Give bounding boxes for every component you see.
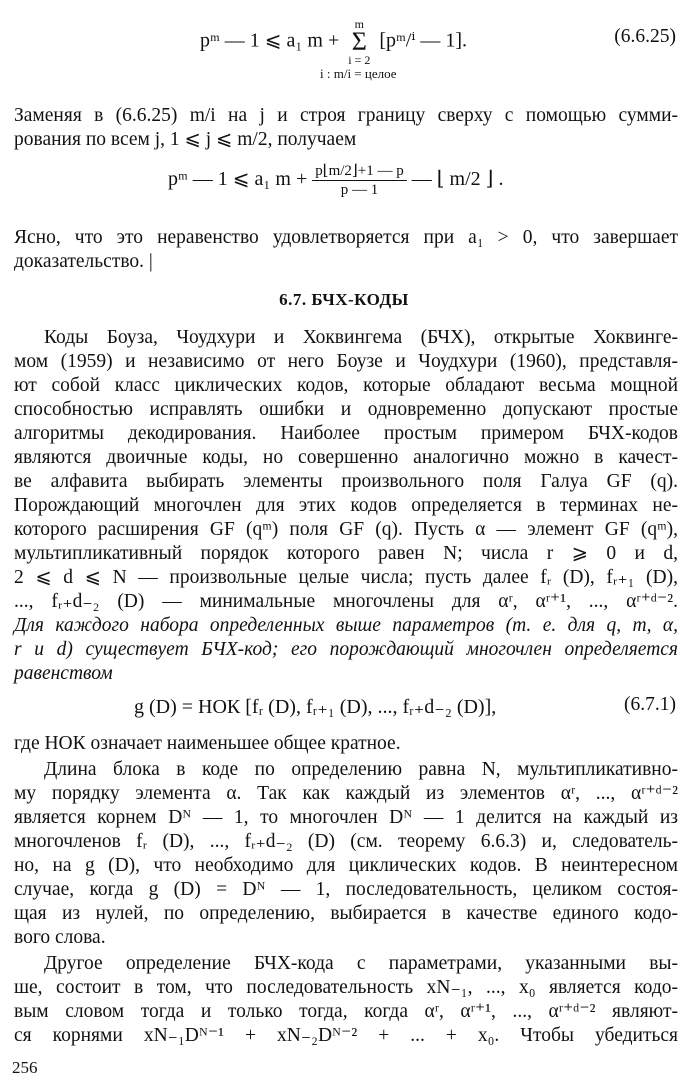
equation-6-7-1: g (D) = НОК [fᵣ (D), fᵣ₊₁ (D), ..., fᵣ₊d₋₂ (D)], [134, 696, 497, 718]
equation-6-6-25 [200, 18, 467, 66]
text-line: вым словом тогда и только тогда, когда αʳ, αʳ⁺¹, ..., αʳ⁺ᵈ⁻² являют- [14, 1001, 678, 1022]
fraction-denominator: p — 1 [340, 182, 379, 198]
fraction-numerator: p⌊m/2⌋+1 — p [312, 162, 407, 181]
text-line: вого слова. [14, 927, 106, 948]
text-line: мультипликативный порядок которого равен N; числа r ⩾ 0 и d, [14, 543, 678, 564]
text-line: Длина блока в коде по определению равна N, мультипликативно- [44, 759, 678, 780]
sum-lower-limit: i = 2 [348, 53, 371, 67]
text-line: Коды Боуза, Чоудхури и Хоквингема (БЧХ), открытые Хоквинге- [44, 327, 678, 348]
text-line: ют собой класс циклических кодов, которые обладают весьма мощной [14, 375, 678, 396]
text-line: случае, когда g (D) = Dᴺ — 1, последовательность, целиком состоя- [14, 879, 678, 900]
text-line: му порядку элемента α. Так как каждый из элементов αʳ, ..., αʳ⁺ᵈ⁻² [14, 783, 678, 804]
text-line: но, на g (D), что необходимо для циклических кодов. В неинтересном [14, 855, 678, 876]
equation-bound [168, 162, 503, 199]
theorem-line: равенством [14, 663, 113, 684]
theorem-line: r и d) существует БЧХ-код; его порождающий многочлен определяется [14, 639, 678, 660]
theorem-line: Для каждого набора определенных выше параметров (т. е. для q, m, α, [14, 615, 678, 636]
equation-number: (6.6.25) [614, 26, 676, 47]
text-line: ..., fᵣ₊d₋₂ (D) — минимальные многочлены для αʳ, αʳ⁺¹, ..., αʳ⁺ᵈ⁻². [14, 591, 678, 612]
sum-operator [348, 18, 370, 66]
text-line: где НОК означает наименьшее общее кратное. [14, 733, 401, 754]
text-line: Порождающий многочлен для этих кодов определяется в терминах не- [14, 495, 678, 516]
section-heading: 6.7. БЧХ-КОДЫ [279, 290, 409, 309]
text-line: ве алфавита выбирать элементы произвольного поля Галуа GF (q). [14, 471, 678, 492]
sum-upper-limit: m [354, 17, 364, 31]
fraction [312, 162, 407, 199]
text-line: доказательство. | [14, 251, 153, 272]
text-line: многочленов fᵣ (D), ..., fᵣ₊d₋₂ (D) (см. теорему 6.6.3) и, следователь- [14, 831, 678, 852]
text-line: алгоритмы декодирования. Наиболее простым примером БЧХ-кодов [14, 423, 678, 444]
paragraph-tail [14, 1046, 678, 1056]
text-line: мом (1959) и независимо от него Боузе и Чоудхури (1960), представля- [14, 351, 678, 372]
text-line: Заменяя в (6.6.25) m/i на j и строя границу сверху с помощью сумми- [14, 105, 678, 126]
equation-lhs: pᵐ — 1 ⩽ a₁ m + [168, 168, 308, 191]
text-line: щая из нулей, по определению, выбирается в качестве единого кодо- [14, 903, 678, 924]
text-line: ся корнями xN₋₁Dᴺ⁻¹ + xN₋₂Dᴺ⁻² + ... + x₀. Чтобы убедиться [14, 1025, 678, 1046]
page-number: 256 [12, 1058, 38, 1077]
sum-sign: Σ [351, 27, 367, 56]
text-line: рования по всем j, 1 ⩽ j ⩽ m/2, получаем [14, 129, 357, 150]
equation-rhs: [pᵐ/ⁱ — 1]. [379, 29, 468, 52]
text-line: является корнем Dᴺ — 1, то многочлен Dᴺ — 1 делится на каждый из [14, 807, 678, 828]
text-line: которого расширения GF (qᵐ) поля GF (q). Пусть α — элемент GF (qᵐ), [14, 519, 678, 540]
text-line: 2 ⩽ d ⩽ N — произвольные целые числа; пусть далее fᵣ (D), fᵣ₊₁ (D), [14, 567, 678, 588]
text-line: способностью исправлять ошибки и одновременно допускают простые [14, 399, 678, 420]
equation-tail: — ⌊ m/2 ⌋ . [411, 168, 504, 191]
text-line: ше, состоит в том, что последовательность xN₋₁, ..., x₀ является кодо- [14, 977, 678, 998]
sum-condition: i : m/i = целое [320, 66, 397, 81]
text-line: Ясно, что это неравенство удовлетворяется при a₁ > 0, что завершает [14, 227, 678, 248]
text-line: являются двоичные коды, но совершенно аналогично можно в качест- [14, 447, 678, 468]
text-line: Другое определение БЧХ-кода с параметрами, указанными вы- [44, 953, 678, 974]
equation-number: (6.7.1) [624, 694, 676, 715]
equation-lhs: pᵐ — 1 ⩽ a₁ m + [200, 29, 340, 52]
